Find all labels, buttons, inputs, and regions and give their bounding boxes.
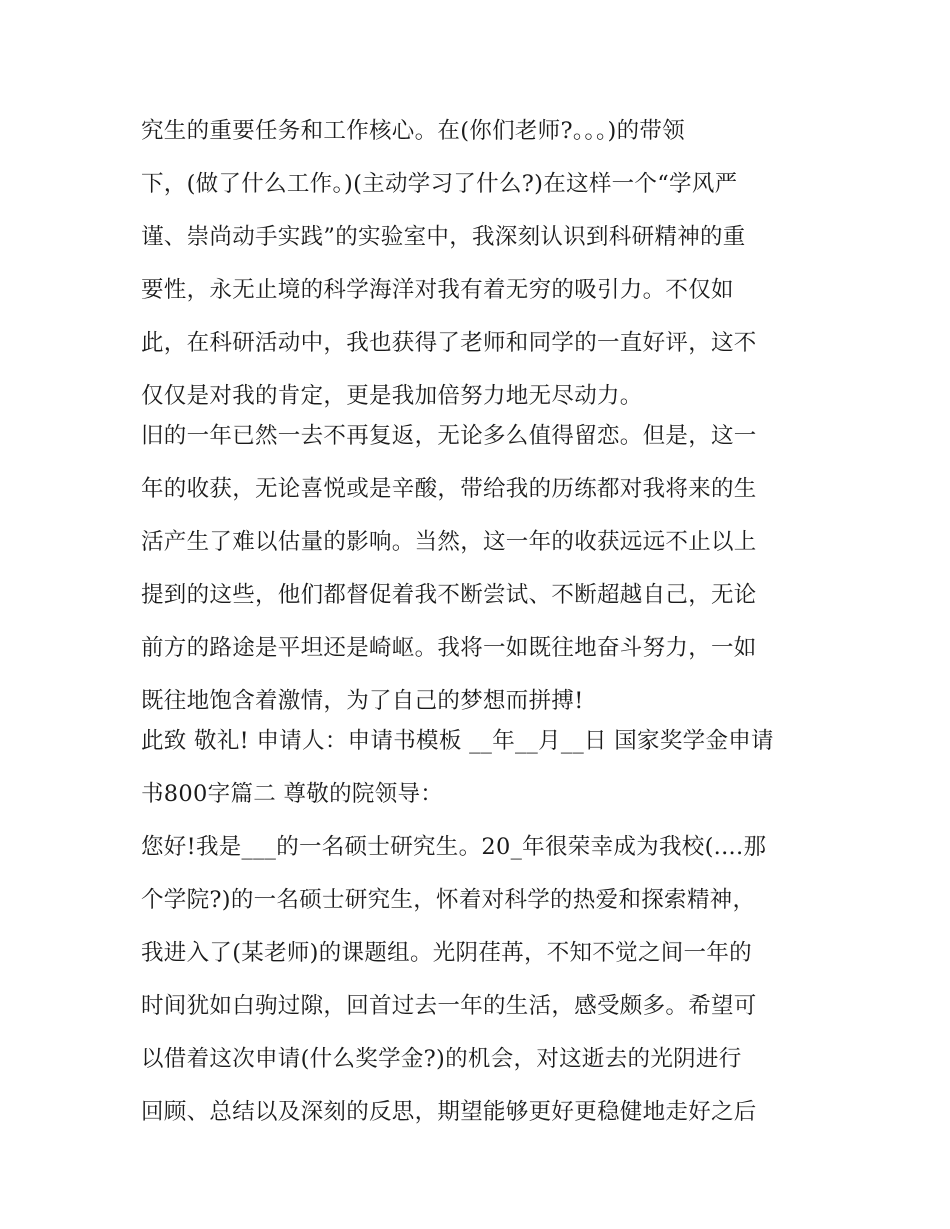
text-line: 前方的路途是平坦还是崎岖。我将一如既往地奋斗努力，一如 xyxy=(141,635,757,661)
text-line: 书800字篇二 尊敬的院领导： xyxy=(141,781,444,807)
text-line: 要性，永无止境的科学海洋对我有着无穷的吸引力。不仅如 xyxy=(141,277,734,303)
text-line: 回顾、总结以及深刻的反思，期望能够更好更稳健地走好之后 xyxy=(141,1099,757,1125)
text-line: 究生的重要任务和工作核心。在(你们老师?。。。)的带领 xyxy=(141,118,685,144)
text-line: 活产生了难以估量的影响。当然，这一年的收获远远不止以上 xyxy=(141,529,757,555)
text-line: 您好!我是___的一名硕士研究生。20_年很荣幸成为我校(....那 xyxy=(141,834,767,860)
text-line: 此，在科研活动中，我也获得了老师和同学的一直好评，这不 xyxy=(141,330,757,356)
text-line: 既往地饱含着激情，为了自己的梦想而拼搏! xyxy=(141,688,584,714)
text-line: 年的收获，无论喜悦或是辛酸，带给我的历练都对我将来的生 xyxy=(141,476,757,502)
text-line: 个学院?)的一名硕士研究生，怀着对科学的热爱和探索精神， xyxy=(141,887,756,913)
text-line: 我进入了(某老师)的课题组。光阴荏苒，不知不觉之间一年的 xyxy=(141,940,752,966)
text-line: 下，(做了什么工作。)(主动学习了什么?)在这样一个“学风严 xyxy=(141,171,738,197)
text-line: 仅仅是对我的肯定，更是我加倍努力地无尽动力。 xyxy=(141,383,643,409)
text-line: 谨、崇尚动手实践”的实验室中，我深刻认识到科研精神的重 xyxy=(141,224,746,250)
text-line: 以借着这次申请(什么奖学金?)的机会，对这逝去的光阴进行 xyxy=(141,1046,742,1072)
text-line: 时间犹如白驹过隙，回首过去一年的生活，感受颇多。希望可 xyxy=(141,993,757,1019)
text-line: 此致 敬礼! 申请人：申请书模板 __年__月__日 国家奖学金申请 xyxy=(141,728,774,754)
text-line: 旧的一年已然一去不再复返，无论多么值得留恋。但是，这一 xyxy=(141,423,757,449)
text-line: 提到的这些，他们都督促着我不断尝试、不断超越自己，无论 xyxy=(141,582,757,608)
